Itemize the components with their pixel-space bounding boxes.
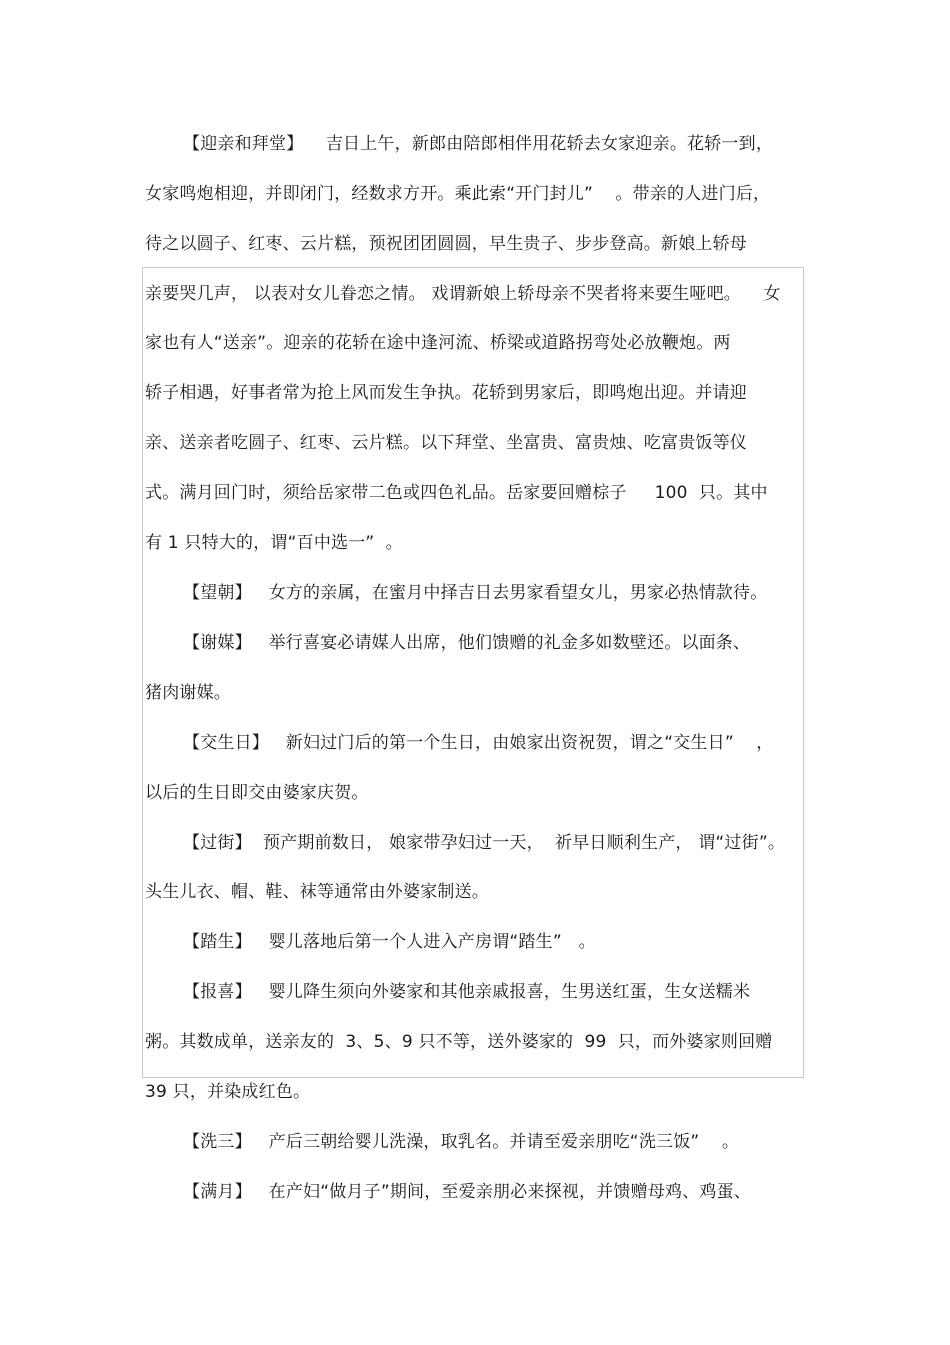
text-line-4: 亲要哭几声， 以表对女儿眷恋之情。 戏谓新娘上轿母亲不哭者将来要生哑吧。 女	[145, 284, 781, 304]
text-line-22: 【满月】 在产妇“做月子”期间，至爱亲朋必来探视，并馈赠母鸡、鸡蛋、	[183, 1182, 752, 1202]
text-line-13: 【交生日】 新妇过门后的第一个生日，由娘家出资祝贺，谓之“交生日” ，	[183, 733, 774, 753]
text-line-5: 家也有人“送亲”。迎亲的花轿在途中逢河流、桥梁或道路拐弯处必放鞭炮。两	[145, 333, 731, 353]
text-line-1: 【迎亲和拜堂】 吉日上午，新郎由陪郎相伴用花轿去女家迎亲。花轿一到，	[183, 134, 774, 154]
text-line-7: 亲、送亲者吃圆子、红枣、云片糕。以下拜堂、坐富贵、富贵烛、吃富贵饭等仪	[145, 433, 747, 453]
text-line-18: 【报喜】 婴儿降生须向外婆家和其他亲戚报喜，生男送红蛋，生女送糯米	[183, 982, 751, 1002]
text-line-14: 以后的生日即交由婆家庆贺。	[145, 783, 369, 803]
text-line-15: 【过街】 预产期前数日， 娘家带孕妇过一天， 祈早日顺利生产， 谓“过街”。	[183, 833, 786, 853]
text-line-8: 式。满月回门时，须给岳家带二色或四色礼品。岳家要回赠棕子 100 只。其中	[145, 483, 768, 503]
text-line-3: 待之以圆子、红枣、云片糕，预祝团团圆圆，早生贵子、步步登高。新娘上轿母	[145, 234, 747, 254]
text-line-12: 猪肉谢媒。	[145, 683, 231, 703]
text-line-20: 39 只，并染成红色。	[145, 1082, 311, 1102]
text-line-17: 【踏生】 婴儿落地后第一个人进入产房谓“踏生” 。	[183, 932, 596, 952]
text-line-11: 【谢媒】 举行喜宴必请媒人出席，他们馈赠的礼金多如数壁还。以面条、	[183, 633, 751, 653]
text-line-19: 粥。其数成单，送亲友的 3、5、9 只不等，送外婆家的 99 只，而外婆家则回赠	[145, 1032, 773, 1052]
text-line-16: 头生儿衣、帽、鞋、袜等通常由外婆家制送。	[145, 882, 489, 902]
text-line-10: 【望朝】 女方的亲属，在蜜月中择吉日去男家看望女儿，男家必热情款待。	[183, 583, 768, 603]
text-line-2: 女家鸣炮相迎，并即闭门，经数求方开。乘此索“开门封儿” 。带亲的人进门后，	[145, 184, 771, 204]
text-line-6: 轿子相遇，好事者常为抢上风而发生争执。花轿到男家后，即鸣炮出迎。并请迎	[145, 383, 747, 403]
text-line-21: 【洗三】 产后三朝给婴儿洗澡，取乳名。并请至爱亲朋吃“洗三饭” 。	[183, 1132, 740, 1152]
text-line-9: 有 1 只特大的，谓“百中选一” 。	[145, 533, 403, 553]
